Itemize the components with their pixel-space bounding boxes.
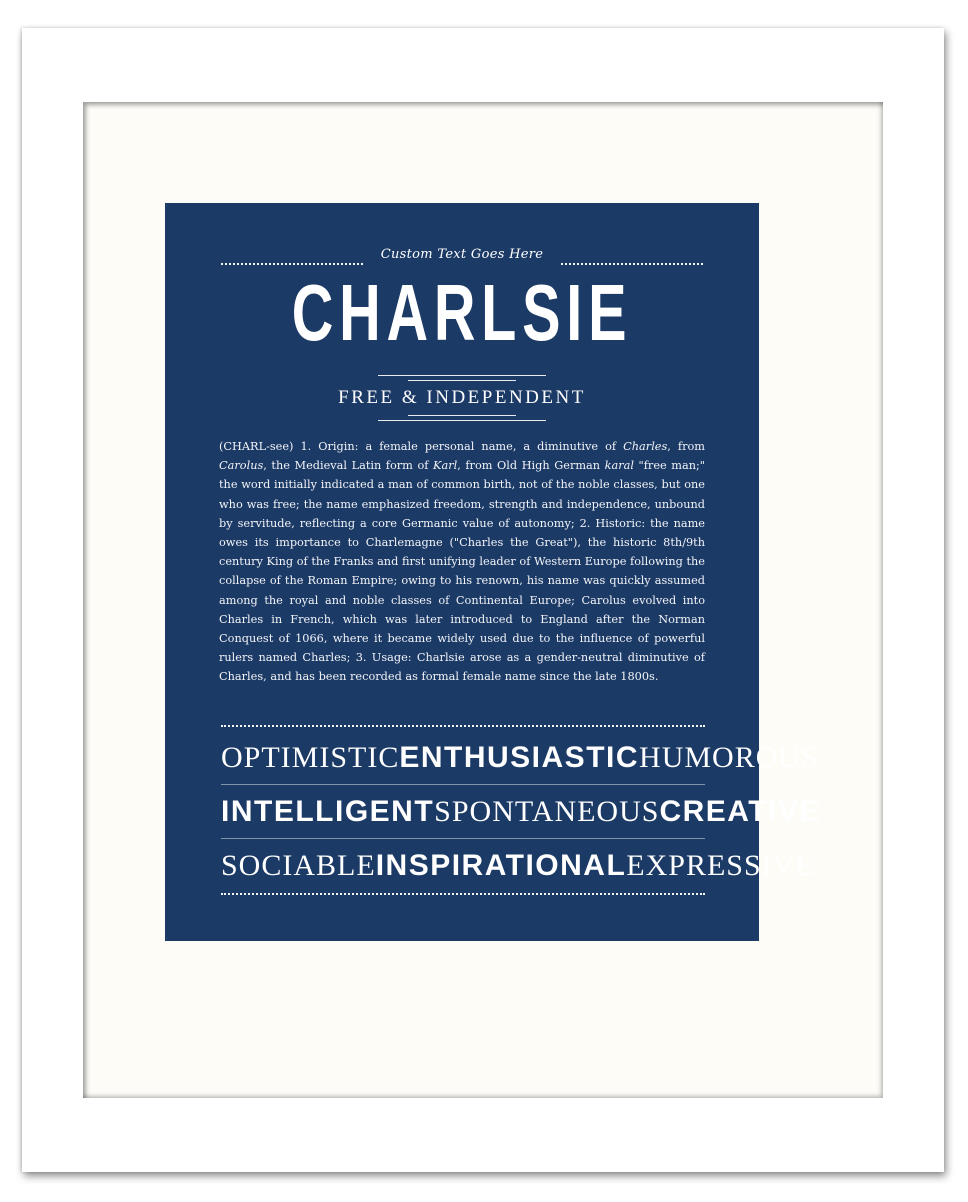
- definition-italic-karl: Karl: [433, 459, 458, 473]
- tagline-rule-top-inner: [408, 380, 516, 381]
- dotted-divider-traits-bottom: [221, 893, 705, 895]
- definition-text: "free man;" the word initially indicated a man of common birth, not of the noble classes, but one who was free; the name emphasized freedom, strength and independence, unbound by servitude, reflecting a core Germanic value of autonomy; 2. Historic: the name owes its importance to Charlemagne ("Charles the Great"), the historic 8th/9th century King of the Franks and first unifying leader of Western Europe following the collapse of the Roman Empire; owing to his renown, his name was quickly assumed among the royal and noble classes of Continental Europe; Carolus evolved into Charles in French, which was later introduced to England after the Norman Conquest of 1066, where it became widely used due to the influence of powerful rulers named Charles; 3. Usage: Charlsie arose as a gender-neutral diminutive of Charles, and has been recorded as formal female name since the late 1800s.: [219, 459, 705, 684]
- dotted-divider-left: [221, 263, 363, 265]
- definition-text: (CHARL-see) 1. Origin: a female personal name, a diminutive of: [219, 440, 624, 453]
- trait-row: [221, 731, 819, 784]
- name-heading: CHARLSIE: [291, 268, 633, 357]
- traits-block: [221, 731, 821, 892]
- dotted-divider-right: [561, 263, 703, 265]
- trait-word: ENTHUSIASTIC: [399, 740, 640, 774]
- dotted-divider-traits-top: [221, 725, 705, 727]
- trait-row: [221, 839, 815, 892]
- trait-word: INSPIRATIONAL: [375, 848, 627, 882]
- trait-word: INTELLIGENT: [221, 794, 435, 828]
- definition-text: , the Medieval Latin form of: [263, 459, 434, 473]
- tagline-rule-bottom-outer: [378, 420, 546, 421]
- trait-word: EXPRESSIVE: [626, 848, 815, 882]
- tagline-rule-bottom-inner: [408, 415, 516, 416]
- name-definition: [219, 437, 705, 687]
- trait-word: HUMOROUS: [639, 740, 819, 774]
- trait-word: SPONTANEOUS: [434, 794, 660, 828]
- trait-word: SOCIABLE: [221, 848, 376, 882]
- definition-italic-charles: Charles: [623, 440, 668, 453]
- trait-row: [221, 785, 821, 838]
- tagline-rule-top-outer: [378, 375, 546, 376]
- tagline: FREE & INDEPENDENT: [338, 387, 586, 408]
- trait-word: OPTIMISTIC: [221, 740, 400, 774]
- definition-text: , from Old High German: [457, 459, 605, 473]
- definition-text: , from: [667, 440, 705, 453]
- definition-italic-karal: karal: [604, 459, 634, 473]
- definition-italic-carolus: Carolus: [219, 459, 264, 473]
- trait-word: CREATIVE: [659, 794, 821, 828]
- name-art-print: [165, 203, 821, 941]
- custom-text: Custom Text Goes Here: [380, 247, 544, 262]
